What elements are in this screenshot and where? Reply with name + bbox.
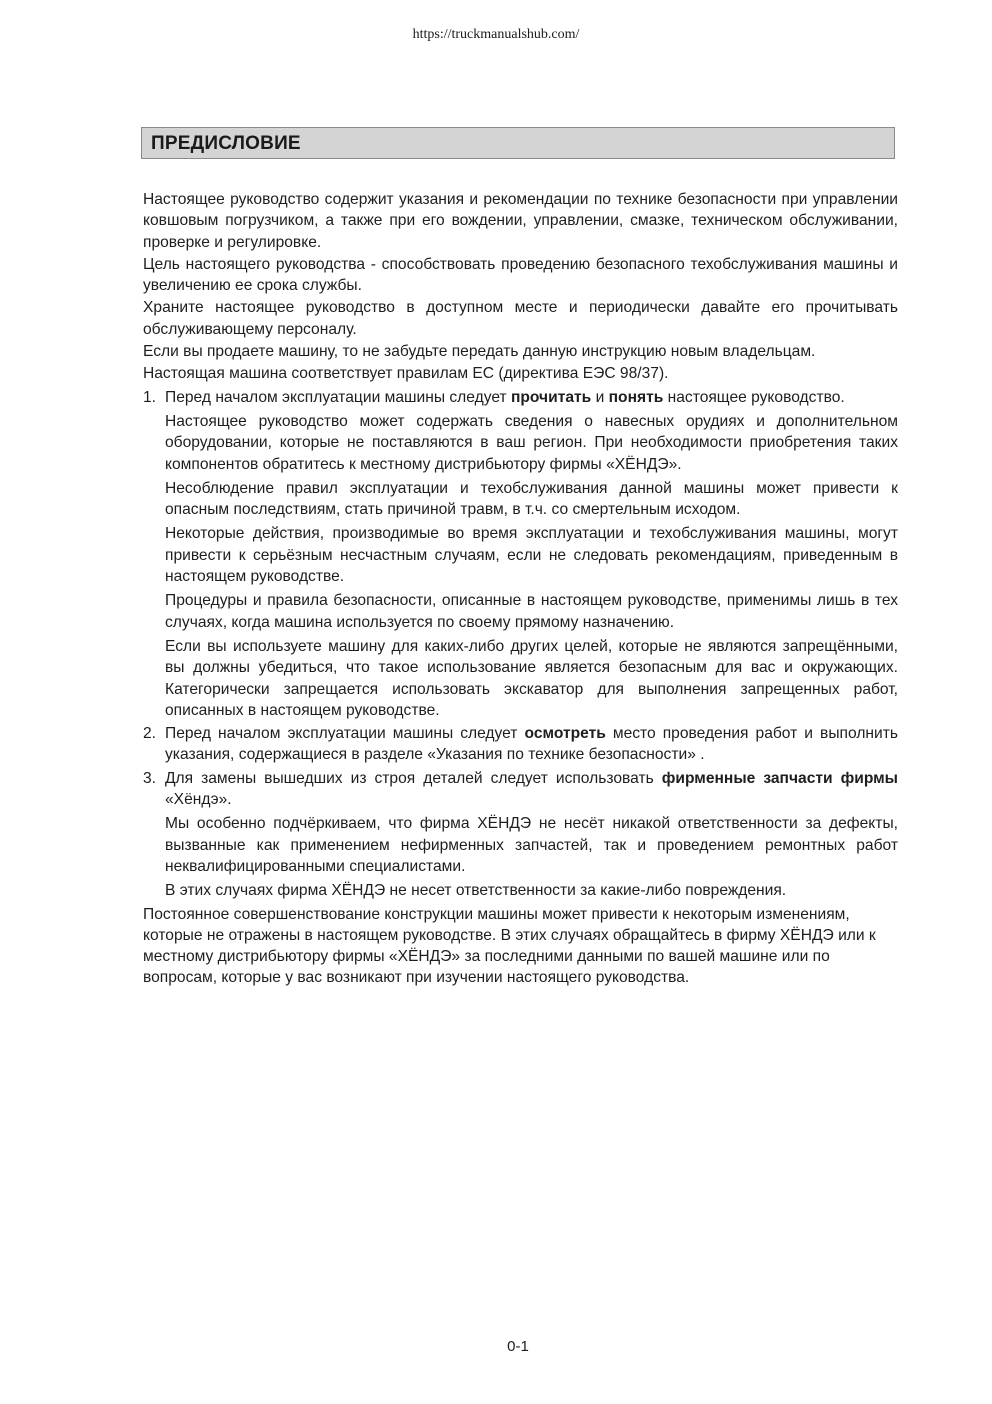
item-lead-text: Перед началом эксплуатации машины следует прочитать и понять настоящее руководство. xyxy=(165,388,845,406)
numbered-item-2 xyxy=(143,723,898,766)
emphasis-read: прочитать xyxy=(510,388,592,406)
numbered-item-1 xyxy=(143,387,898,721)
document-body xyxy=(143,189,898,990)
section-header-bar xyxy=(141,127,895,159)
intro-paragraph-1: Настоящее руководство содержит указания и рекомендации по технике безопасности при управлении ковшовым погрузчиком, а также при его вождении, управлении, смазке, техническом обслуживании, проверке и регулировке. xyxy=(143,191,898,251)
source-url: https://truckmanualshub.com/ xyxy=(412,27,580,42)
emphasis-inspect: осмотреть xyxy=(524,725,606,743)
intro-paragraph-5: Настоящая машина соответствует правилам ЕС (директива ЕЭС 98/37). xyxy=(143,365,669,383)
intro-paragraph-2: Цель настоящего руководства - способствовать проведению безопасного техобслуживания машины и увеличению ее срока службы. xyxy=(143,255,898,295)
item-number: 3. xyxy=(143,769,157,787)
item-subparagraph: Мы особенно подчёркиваем, что фирма ХЁНДЭ не несёт никакой ответственности за дефекты, вызванные как применением нефирменных запчастей, так и проведением ремонтных работ неквалифицированными специалистами. xyxy=(165,815,898,875)
item-subparagraph: Некоторые действия, производимые во время эксплуатации и техобслуживания машины, могут привести к серьёзным несчастным случаям, если не следовать рекомендациям, приведенным в настоящем руководстве. xyxy=(165,525,898,586)
item-number: 2. xyxy=(143,725,157,743)
page-number: 0-1 xyxy=(507,1338,529,1355)
item-subparagraph: Если вы используете машину для каких-либо других целей, которые не являются запрещёнными, вы должны убедиться, что такое использование является безопасным для вас и окружающих. Категорически запрещается использовать экскаватор для выполнения запрещенных работ, описанных в настоящем руководстве. xyxy=(165,637,898,719)
section-title: ПРЕДИСЛОВИЕ xyxy=(151,133,301,154)
emphasis-understand: понять xyxy=(608,388,664,406)
item-subparagraph: В этих случаях фирма ХЁНДЭ не несет ответственности за какие-либо повреждения. xyxy=(165,882,787,900)
item-subparagraph: Процедуры и правила безопасности, описанные в настоящем руководстве, применимы лишь в тех случаях, когда машина используется по своему прямому назначению. xyxy=(165,592,898,631)
intro-paragraph-4: Если вы продаете машину, то не забудьте передать данную инструкцию новым владельцам. xyxy=(143,343,816,361)
emphasis-genuine-parts: фирменные запчасти фирмы xyxy=(661,769,898,787)
closing-paragraph: Постоянное совершенствование конструкции машины может привести к некоторым изменениям, которые не отражены в настоящем руководстве. В этих случаях обращайтесь в фирму ХЁНДЭ или к местному дистрибьютору фирмы «ХЁНДЭ» за последними данными по вашей машине или по вопросам, которые у вас возникают при изучении настоящего руководства. xyxy=(143,905,876,987)
item-subparagraph: Несоблюдение правил эксплуатации и техобслуживания данной машины может привести к опасным последствиям, стать причиной травм, в т.ч. со смертельным исходом. xyxy=(165,479,898,519)
intro-paragraph-3: Храните настоящее руководство в доступном месте и периодически давайте его прочитывать обслуживающему персоналу. xyxy=(143,299,898,338)
numbered-item-3 xyxy=(143,768,898,902)
item-lead-text: Для замены вышедших из строя деталей следует использовать фирменные запчасти фирмы «Хёндэ». xyxy=(165,769,898,809)
item-subparagraph: Настоящее руководство может содержать сведения о навесных орудиях и дополнительном оборудовании, которые не поставляются в ваш регион. При необходимости приобретения таких компонентов обратитесь к местному дистрибьютору фирмы «ХЁНДЭ». xyxy=(165,412,898,473)
item-lead-text: Перед началом эксплуатации машины следует осмотреть место проведения работ и выполнить указания, содержащиеся в разделе «Указания по технике безопасности» . xyxy=(165,725,899,764)
item-number: 1. xyxy=(143,388,157,406)
